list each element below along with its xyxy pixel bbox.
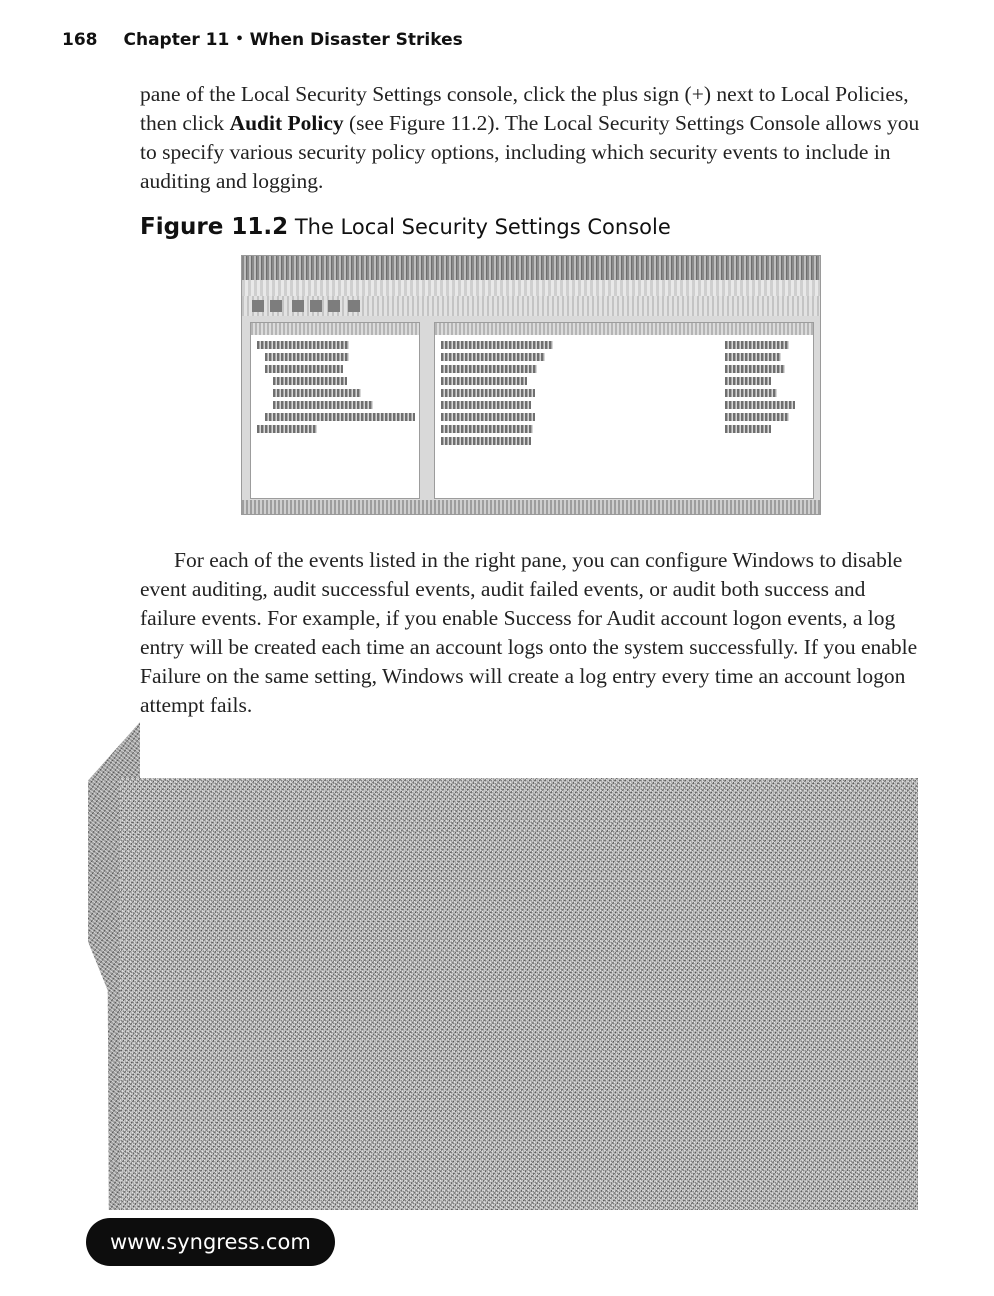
screenshot-setting-row xyxy=(725,413,789,421)
page-number: 168 xyxy=(62,30,98,50)
screenshot-details-header xyxy=(435,323,813,335)
screenshot-policy-row xyxy=(441,353,545,361)
screenshot-setting-row xyxy=(725,377,771,385)
screenshot-tree-row xyxy=(257,341,349,349)
screenshot-properties-icon xyxy=(328,300,340,312)
screenshot-policy-row xyxy=(441,365,537,373)
chapter-title: When Disaster Strikes xyxy=(249,30,463,50)
screenshot-tree-row xyxy=(273,401,373,409)
screenshot-forward-icon xyxy=(270,300,282,312)
screenshot-setting-row xyxy=(725,425,771,433)
screenshot-statusbar xyxy=(242,500,820,514)
screenshot-setting-row xyxy=(725,353,781,361)
screenshot-tree-row xyxy=(273,389,361,397)
scan-noise-region xyxy=(120,778,918,1210)
screenshot-tree-row xyxy=(273,377,347,385)
body-paragraph-2: For each of the events listed in the right pane, you can configure Windows to disable event auditing, audit successful events, audit failed events, or audit both success and failure events. For example, if you enable Success for Audit account logon events, a log entry will be created each time an account logs onto the system successfully. If you enable Failure on the same setting, Windows will create a log entry every time an account logon attempt fails. xyxy=(140,548,918,717)
paragraph-1-text-b: (see Figure 11.2). The Local Security Settings Console allows you to specify various security policy options, including which security events to include in auditing and logging. xyxy=(140,111,920,193)
paragraph-1-text-a: pane of the Local Security Settings console, click the plus sign (+) next to Local Policies, then click xyxy=(140,82,909,135)
screenshot-policy-row xyxy=(441,377,527,385)
screenshot-tree-row xyxy=(265,365,343,373)
screenshot-tree-row xyxy=(257,425,317,433)
audit-policy-term: Audit Policy xyxy=(229,111,344,135)
console-screenshot-figure xyxy=(241,255,821,515)
screenshot-policy-row xyxy=(441,341,553,349)
screenshot-tree-pane xyxy=(250,322,420,499)
screenshot-policy-row xyxy=(441,401,531,409)
screenshot-policy-row xyxy=(441,437,531,445)
running-head xyxy=(62,30,463,50)
figure-caption-text: The Local Security Settings Console xyxy=(294,215,671,239)
screenshot-menubar xyxy=(242,280,820,296)
screenshot-setting-row xyxy=(725,389,777,397)
screenshot-back-icon xyxy=(252,300,264,312)
screenshot-copy-icon xyxy=(292,300,304,312)
screenshot-help-icon xyxy=(348,300,360,312)
screenshot-tree-row xyxy=(265,413,415,421)
screenshot-policy-row xyxy=(441,425,533,433)
figure-label: Figure 11.2 xyxy=(140,214,289,240)
screenshot-tree-row xyxy=(265,353,349,361)
screenshot-setting-row xyxy=(725,341,789,349)
figure-caption xyxy=(140,214,671,240)
separator-bullet: • xyxy=(235,32,244,47)
screenshot-setting-row xyxy=(725,401,795,409)
chapter-label: Chapter 11 xyxy=(123,30,230,50)
screenshot-setting-row xyxy=(725,365,785,373)
screenshot-policy-row xyxy=(441,389,535,397)
screenshot-policy-row xyxy=(441,413,535,421)
screenshot-delete-icon xyxy=(310,300,322,312)
body-paragraph-1 xyxy=(140,80,920,196)
screenshot-tree-header xyxy=(251,323,419,335)
screenshot-titlebar xyxy=(242,256,820,280)
screenshot-details-pane xyxy=(434,322,814,499)
publisher-url-badge: www.syngress.com xyxy=(86,1218,335,1266)
